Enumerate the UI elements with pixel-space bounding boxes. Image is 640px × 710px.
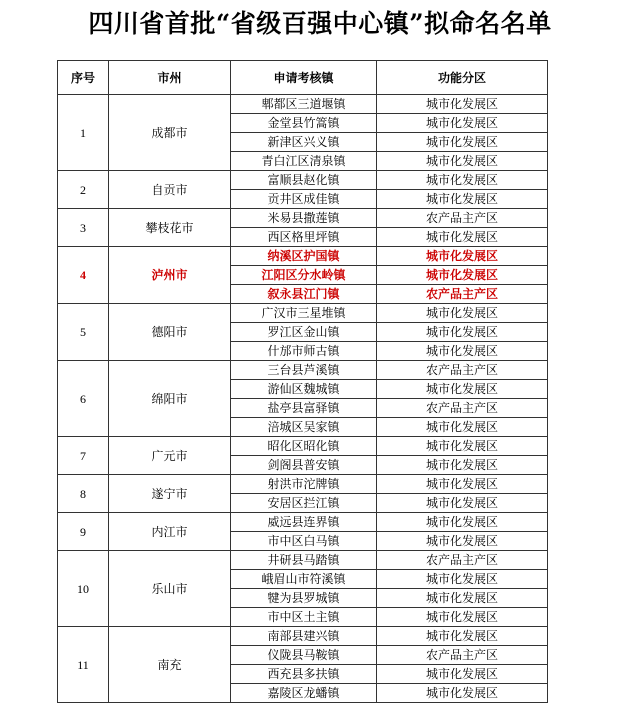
town-cell: 南部县建兴镇 xyxy=(231,627,377,646)
town-cell: 江阳区分水岭镇 xyxy=(231,266,377,285)
town-cell: 青白江区清泉镇 xyxy=(231,152,377,171)
zone-cell: 农产品主产区 xyxy=(377,399,548,418)
zone-cell: 城市化发展区 xyxy=(377,665,548,684)
zone-cell: 城市化发展区 xyxy=(377,494,548,513)
town-cell: 什邡市师古镇 xyxy=(231,342,377,361)
town-cell: 米易县撒莲镇 xyxy=(231,209,377,228)
town-cell: 贡井区成佳镇 xyxy=(231,190,377,209)
zone-cell: 城市化发展区 xyxy=(377,266,548,285)
zone-cell: 城市化发展区 xyxy=(377,627,548,646)
city-cell: 自贡市 xyxy=(109,171,231,209)
row-number-cell: 3 xyxy=(58,209,109,247)
town-cell: 威远县连界镇 xyxy=(231,513,377,532)
town-cell: 三台县芦溪镇 xyxy=(231,361,377,380)
table-header-row xyxy=(58,61,548,95)
zone-cell: 城市化发展区 xyxy=(377,323,548,342)
zone-cell: 农产品主产区 xyxy=(377,361,548,380)
town-cell: 纳溪区护国镇 xyxy=(231,247,377,266)
table-row xyxy=(58,627,548,646)
town-cell: 市中区土主镇 xyxy=(231,608,377,627)
town-cell: 西充县多扶镇 xyxy=(231,665,377,684)
zone-cell: 城市化发展区 xyxy=(377,418,548,437)
city-cell: 泸州市 xyxy=(109,247,231,304)
city-cell: 内江市 xyxy=(109,513,231,551)
zone-cell: 城市化发展区 xyxy=(377,95,548,114)
zone-cell: 城市化发展区 xyxy=(377,589,548,608)
zone-cell: 农产品主产区 xyxy=(377,646,548,665)
town-cell: 游仙区魏城镇 xyxy=(231,380,377,399)
zone-cell: 城市化发展区 xyxy=(377,437,548,456)
town-cell: 剑阁县普安镇 xyxy=(231,456,377,475)
town-cell: 涪城区吴家镇 xyxy=(231,418,377,437)
town-cell: 峨眉山市符溪镇 xyxy=(231,570,377,589)
zone-cell: 城市化发展区 xyxy=(377,152,548,171)
town-cell: 仪陇县马鞍镇 xyxy=(231,646,377,665)
city-cell: 成都市 xyxy=(109,95,231,171)
zone-cell: 城市化发展区 xyxy=(377,380,548,399)
table-row xyxy=(58,437,548,456)
town-cell: 盐亭县富驿镇 xyxy=(231,399,377,418)
row-number-cell: 5 xyxy=(58,304,109,361)
town-cell: 嘉陵区龙蟠镇 xyxy=(231,684,377,703)
row-number-cell: 10 xyxy=(58,551,109,627)
town-cell: 广汉市三星堆镇 xyxy=(231,304,377,323)
header-city: 市州 xyxy=(109,61,231,95)
city-cell: 乐山市 xyxy=(109,551,231,627)
zone-cell: 城市化发展区 xyxy=(377,608,548,627)
header-town: 申请考核镇 xyxy=(231,61,377,95)
table-row xyxy=(58,551,548,570)
zone-cell: 城市化发展区 xyxy=(377,570,548,589)
table-row xyxy=(58,209,548,228)
town-cell: 罗江区金山镇 xyxy=(231,323,377,342)
zone-cell: 城市化发展区 xyxy=(377,684,548,703)
row-number-cell: 1 xyxy=(58,95,109,171)
town-cell: 市中区白马镇 xyxy=(231,532,377,551)
town-cell: 西区格里坪镇 xyxy=(231,228,377,247)
zone-cell: 城市化发展区 xyxy=(377,228,548,247)
town-cell: 射洪市沱牌镇 xyxy=(231,475,377,494)
table-row xyxy=(58,171,548,190)
town-cell: 安居区拦江镇 xyxy=(231,494,377,513)
row-number-cell: 11 xyxy=(58,627,109,703)
zone-cell: 农产品主产区 xyxy=(377,209,548,228)
town-cell: 郫都区三道堰镇 xyxy=(231,95,377,114)
table-row xyxy=(58,361,548,380)
zone-cell: 城市化发展区 xyxy=(377,304,548,323)
zone-cell: 城市化发展区 xyxy=(377,532,548,551)
town-cell: 叙永县江门镇 xyxy=(231,285,377,304)
row-number-cell: 4 xyxy=(58,247,109,304)
zone-cell: 城市化发展区 xyxy=(377,342,548,361)
table-row xyxy=(58,95,548,114)
row-number-cell: 6 xyxy=(58,361,109,437)
table-row xyxy=(58,247,548,266)
town-cell: 昭化区昭化镇 xyxy=(231,437,377,456)
zone-cell: 城市化发展区 xyxy=(377,513,548,532)
city-cell: 绵阳市 xyxy=(109,361,231,437)
town-cell: 富顺县赵化镇 xyxy=(231,171,377,190)
zone-cell: 城市化发展区 xyxy=(377,475,548,494)
zone-cell: 农产品主产区 xyxy=(377,551,548,570)
zone-cell: 城市化发展区 xyxy=(377,171,548,190)
page-title: 四川省首批“省级百强中心镇”拟命名名单 xyxy=(88,9,552,38)
row-number-cell: 8 xyxy=(58,475,109,513)
zone-cell: 城市化发展区 xyxy=(377,190,548,209)
row-number-cell: 9 xyxy=(58,513,109,551)
table-row xyxy=(58,304,548,323)
city-cell: 攀枝花市 xyxy=(109,209,231,247)
table-row xyxy=(58,513,548,532)
zone-cell: 城市化发展区 xyxy=(377,456,548,475)
row-number-cell: 2 xyxy=(58,171,109,209)
table-row xyxy=(58,475,548,494)
header-number: 序号 xyxy=(58,61,109,95)
header-zone: 功能分区 xyxy=(377,61,548,95)
zone-cell: 城市化发展区 xyxy=(377,133,548,152)
city-cell: 南充 xyxy=(109,627,231,703)
town-cell: 金堂县竹篙镇 xyxy=(231,114,377,133)
zone-cell: 农产品主产区 xyxy=(377,285,548,304)
zone-cell: 城市化发展区 xyxy=(377,247,548,266)
table-body xyxy=(58,95,548,703)
town-list-table xyxy=(57,60,548,703)
zone-cell: 城市化发展区 xyxy=(377,114,548,133)
city-cell: 遂宁市 xyxy=(109,475,231,513)
city-cell: 德阳市 xyxy=(109,304,231,361)
town-cell: 新津区兴义镇 xyxy=(231,133,377,152)
town-cell: 井研县马踏镇 xyxy=(231,551,377,570)
row-number-cell: 7 xyxy=(58,437,109,475)
town-cell: 犍为县罗城镇 xyxy=(231,589,377,608)
city-cell: 广元市 xyxy=(109,437,231,475)
